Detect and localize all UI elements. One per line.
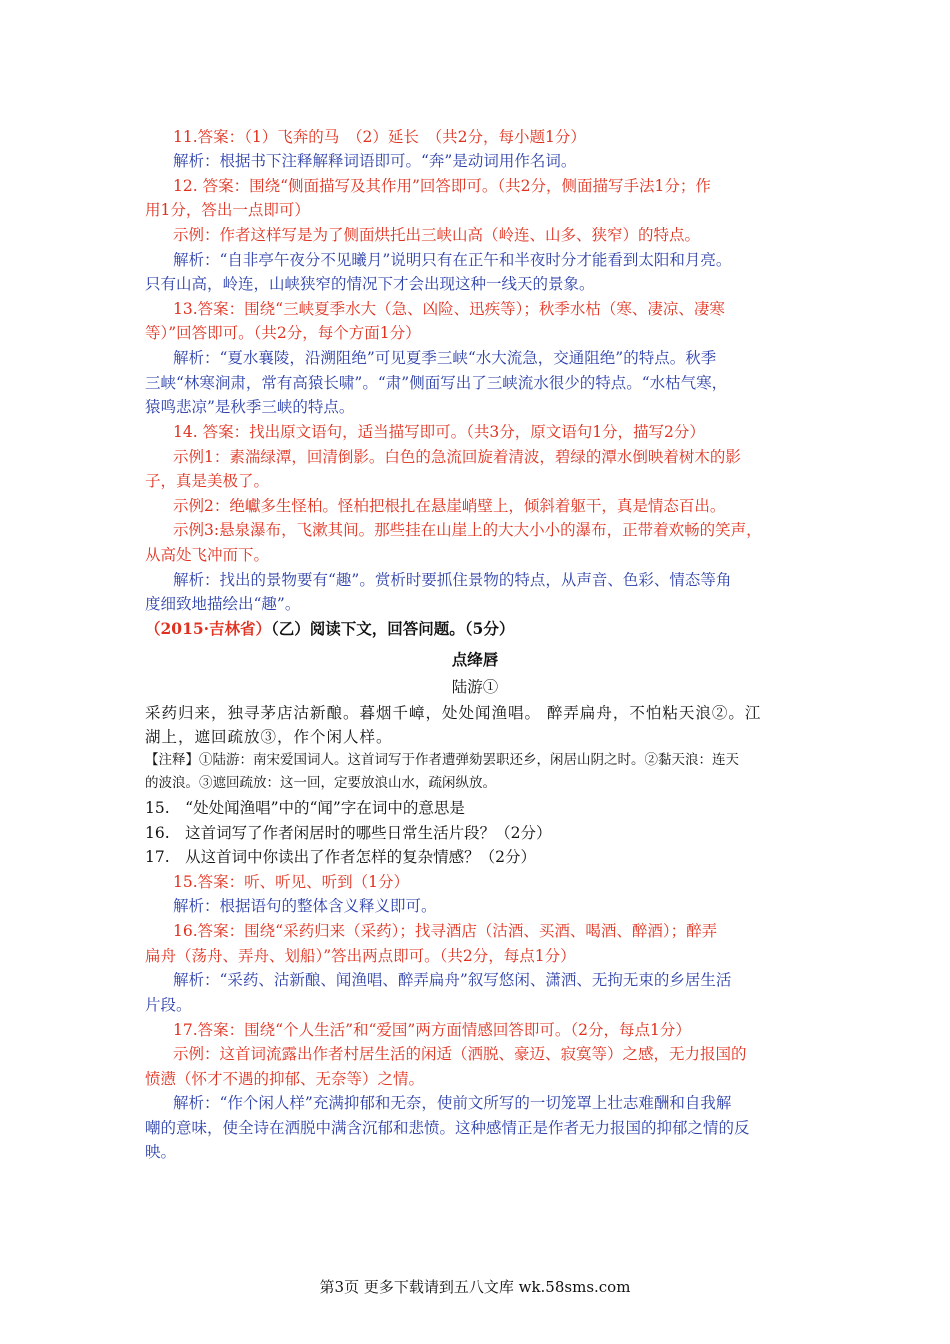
example-14-1: 示例1：素湍绿潭，回清倒影。白色的急流回旋着清波，碧绿的潭水倒映着树木的影 [173, 448, 741, 466]
poem-line-1: 采药归来，独寻茅店沽新酿。暮烟千嶂，处处闻渔唱。 醉弄扁舟，不怕粘天浪②。江 [145, 704, 762, 722]
question-17: 17. 从这首词中你读出了作者怎样的复杂情感？（2分） [145, 848, 537, 866]
analysis-17: 解析：“作个闲人样”充满抑郁和无奈，使前文所写的一切笼罩上壮志难酬和自我解 [173, 1094, 732, 1112]
example-12: 示例：作者这样写是为了侧面烘托出三峡山高（岭连、山多、狭窄）的特点。 [173, 226, 701, 244]
analysis-13-cont2: 猿鸣悲凉”是秋季三峡的特点。 [145, 398, 355, 416]
analysis-12: 解析：“自非亭午夜分不见曦月”说明只有在正午和半夜时分才能看到太阳和月亮。 [173, 251, 732, 269]
answer-16-cont: 扁舟（荡舟、弄舟、划船）”答出两点即可。（共2分，每点1分） [145, 947, 576, 965]
analysis-14: 解析：找出的景物要有“趣”。赏析时要抓住景物的特点，从声音、色彩、情态等角 [173, 571, 732, 589]
answer-14: 14. 答案：找出原文语句，适当描写即可。（共3分，原文语句1分，描写2分） [173, 423, 705, 441]
analysis-16-cont: 片段。 [145, 996, 192, 1014]
analysis-16: 解析：“采药、沽新酿、闻渔唱、醉弄扁舟”叙写悠闲、潇洒、无拘无束的乡居生活 [173, 971, 732, 989]
section-source: （2015·吉林省） [145, 619, 272, 638]
example-14-3-cont: 从高处飞冲而下。 [145, 546, 270, 564]
answer-17: 17.答案：围绕“个人生活”和“爱国”两方面情感回答即可。（2分，每点1分） [173, 1021, 691, 1039]
poem-line-2: 湖上，遮回疏放③，作个闲人样。 [145, 728, 393, 746]
poem-note: 【注释】①陆游：南宋爱国词人。这首词写于作者遭弹劾罢职还乡，闲居山阴之时。②黏天浪：连天 [145, 752, 739, 768]
section-heading [145, 618, 514, 640]
answer-12-cont: 用1分，答出一点即可） [145, 201, 310, 219]
example-17-cont: 愤懑（怀才不遇的抑郁、无奈等）之情。 [145, 1070, 425, 1088]
example-14-3: 示例3:悬泉瀑布，飞漱其间。那些挂在山崖上的大大小小的瀑布，正带着欢畅的笑声， [173, 521, 762, 539]
answer-13: 13.答案：围绕“三峡夏季水大（急、凶险、迅疾等）；秋季水枯（寒、凄凉、凄寒 [173, 300, 725, 318]
poem-author: 陆游① [451, 678, 499, 696]
example-14-1-cont: 子，真是美极了。 [145, 472, 270, 490]
answer-12: 12. 答案：围绕“侧面描写及其作用”回答即可。（共2分，侧面描写手法1分；作 [173, 177, 711, 195]
analysis-13: 解析：“夏水襄陵，沿溯阻绝”可见夏季三峡“水大流急，交通阻绝”的特点。秋季 [173, 349, 717, 367]
analysis-17-cont2: 映。 [145, 1143, 177, 1161]
page-footer: 第3页 更多下载请到五八文库 wk.58sms.com [319, 1278, 631, 1296]
example-14-2: 示例2：绝巘多生怪柏。怪柏把根扎在悬崖峭壁上，倾斜着躯干，真是情态百出。 [173, 497, 726, 515]
analysis-15: 解析：根据语句的整体含义释义即可。 [173, 897, 437, 915]
analysis-13-cont: 三峡“林寒涧肃，常有高猿长啸”。“肃”侧面写出了三峡流水很少的特点。“水枯气寒， [145, 374, 728, 392]
analysis-11: 解析：根据书下注释解释词语即可。“奔”是动词用作名词。 [173, 152, 577, 170]
analysis-14-cont: 度细致地描绘出“趣”。 [145, 595, 301, 613]
analysis-17-cont: 嘲的意味，使全诗在洒脱中满含沉郁和悲愤。这种感情正是作者无力报国的抑郁之情的反 [145, 1119, 750, 1137]
answer-11: 11.答案：（1）飞奔的马 （2）延长 （共2分，每小题1分） [173, 128, 586, 146]
question-16: 16. 这首词写了作者闲居时的哪些日常生活片段？（2分） [145, 824, 552, 842]
question-15: 15. “处处闻渔唱”中的“闻”字在词中的意思是 [145, 799, 465, 817]
analysis-12-cont: 只有山高，岭连，山峡狭窄的情况下才会出现这种一线天的景象。 [145, 275, 595, 293]
example-17: 示例：这首词流露出作者村居生活的闲适（洒脱、豪迈、寂寞等）之感，无力报国的 [173, 1045, 747, 1063]
poem-title: 点绛唇 [451, 650, 499, 669]
answer-16: 16.答案：围绕“采药归来（采药）；找寻酒店（沽酒、买酒、喝酒、醉酒）；醉弄 [173, 922, 718, 940]
answer-13-cont: 等）”回答即可。（共2分，每个方面1分） [145, 324, 421, 342]
section-instruction: （乙）阅读下文，回答问题。（5分） [271, 619, 515, 638]
answer-15: 15.答案：听、听见、听到（1分） [173, 873, 410, 891]
poem-note-cont: 的波浪。③遮回疏放：这一回，定要放浪山水，疏闲纵放。 [145, 775, 496, 791]
